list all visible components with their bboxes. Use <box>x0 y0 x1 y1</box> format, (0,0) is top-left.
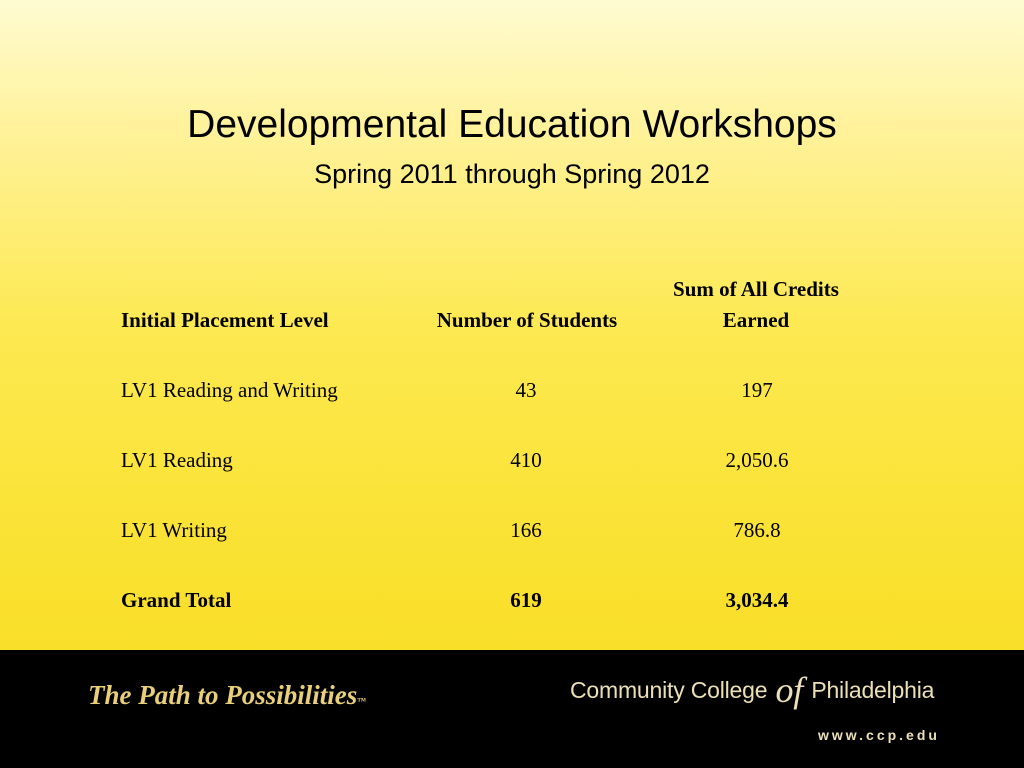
college-name-part2: Philadelphia <box>811 677 935 703</box>
slide-subtitle: Spring 2011 through Spring 2012 <box>314 159 710 189</box>
row-level: LV1 Reading <box>121 448 233 472</box>
row-students: 410 <box>510 448 542 472</box>
row-level: LV1 Reading and Writing <box>121 378 338 402</box>
header-placement-level: Initial Placement Level <box>121 308 329 332</box>
grand-total-students: 619 <box>510 588 542 612</box>
row-students: 166 <box>510 518 542 542</box>
college-logo <box>570 670 935 710</box>
college-name-of: of <box>775 670 804 710</box>
tagline-text: The Path to Possibilities <box>88 680 358 710</box>
college-name-part1: Community College <box>570 677 768 703</box>
grand-total-credits: 3,034.4 <box>725 588 789 612</box>
row-students: 43 <box>515 378 537 402</box>
tagline <box>88 680 366 711</box>
row-credits: 786.8 <box>733 518 781 542</box>
footer-banner <box>0 650 1024 768</box>
row-credits: 197 <box>741 378 773 402</box>
header-credits-line2: Earned <box>722 308 790 332</box>
college-url[interactable]: www.ccp.edu <box>818 727 940 743</box>
row-level: LV1 Writing <box>121 518 227 542</box>
header-number-of-students: Number of Students <box>436 308 618 332</box>
trademark-mark: ™ <box>357 696 367 706</box>
slide-title: Developmental Education Workshops <box>187 103 837 146</box>
header-credits-line1: Sum of All Credits <box>673 277 839 301</box>
grand-total-label: Grand Total <box>121 588 232 612</box>
row-credits: 2,050.6 <box>725 448 789 472</box>
